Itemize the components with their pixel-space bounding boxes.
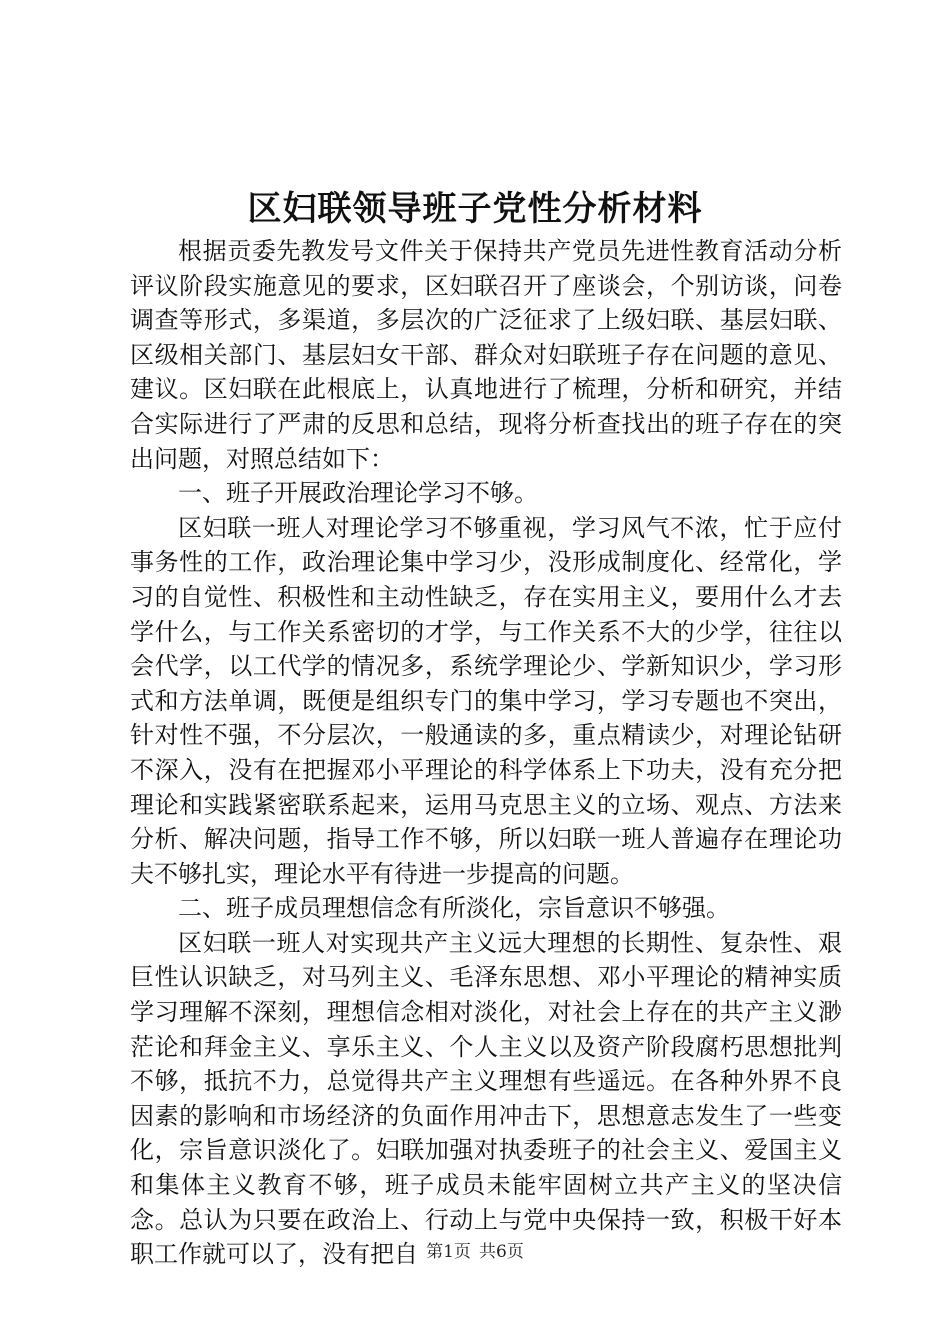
document-title: 区妇联领导班子党性分析材料 [247, 189, 703, 229]
section-heading-1: 一、班子开展政治理论学习不够。 [178, 479, 538, 508]
paragraph-intro: 根据贡委先教发号文件关于保持共产党员先进性教育活动分析评议阶段实施意见的要求，区妇联召开了座谈会，个别访谈，问卷调查等形式，多渠道，多层次的广泛征求了上级妇联、基层妇联、区级相关部门、基层妇女干部、群众对妇联班子存在问题的意见、建议。区妇联在此根底上，认真地进行了梳理，分析和研究，并结合实际进行了严肃的反思和总结，现将分析查找出的班子存在的突出问题，对照总结如下： [130, 237, 842, 473]
document-body [130, 234, 842, 1272]
section-heading-2: 二、班子成员理想信念有所淡化，宗旨意识不够强。 [178, 894, 730, 923]
paragraph-section-1: 区妇联一班人对理论学习不够重视，学习风气不浓，忙于应付事务性的工作，政治理论集中学习少，没形成制度化、经常化，学习的自觉性、积极性和主动性缺乏，存在实用主义，要用什么才去学什么，与工作关系密切的才学，与工作关系不大的少学，往往以会代学，以工代学的情况多，系统学理论少、学新知识少，学习形式和方法单调，既便是组织专门的集中学习，学习专题也不突出，针对性不强，不分层次，一般通读的多，重点精读少，对理论钻研不深入，没有在把握邓小平理论的科学体系上下功夫，没有充分把理论和实践紧密联系起来，运用马克思主义的立场、观点、方法来分析、解决问题，指导工作不够，所以妇联一班人普遍存在理论功夫不够扎实，理论水平有待进一步提高的问题。 [130, 513, 842, 888]
paragraph-section-2: 区妇联一班人对实现共产主义远大理想的长期性、复杂性、艰巨性认识缺乏，对马列主义、毛泽东思想、邓小平理论的精神实质学习理解不深刻，理想信念相对淡化，对社会上存在的共产主义渺茫论和拜金主义、享乐主义、个人主义以及资产阶段腐朽思想批判不够，抵抗不力，总觉得共产主义理想有些遥远。在各种外界不良因素的影响和市场经济的负面作用冲击下，思想意志发生了一些变化，宗旨意识淡化了。妇联加强对执委班子的社会主义、爱国主义和集体主义教育不够，班子成员未能牢固树立共产主义的坚决信念。总认为只要在政治上、行动上与党中央保持一致，积极干好本职工作就可以了，没有把自 [130, 928, 842, 1269]
page-total: 共6页 [479, 1242, 524, 1262]
page-number: 第1页 [426, 1242, 471, 1262]
page-footer [0, 1240, 950, 1264]
